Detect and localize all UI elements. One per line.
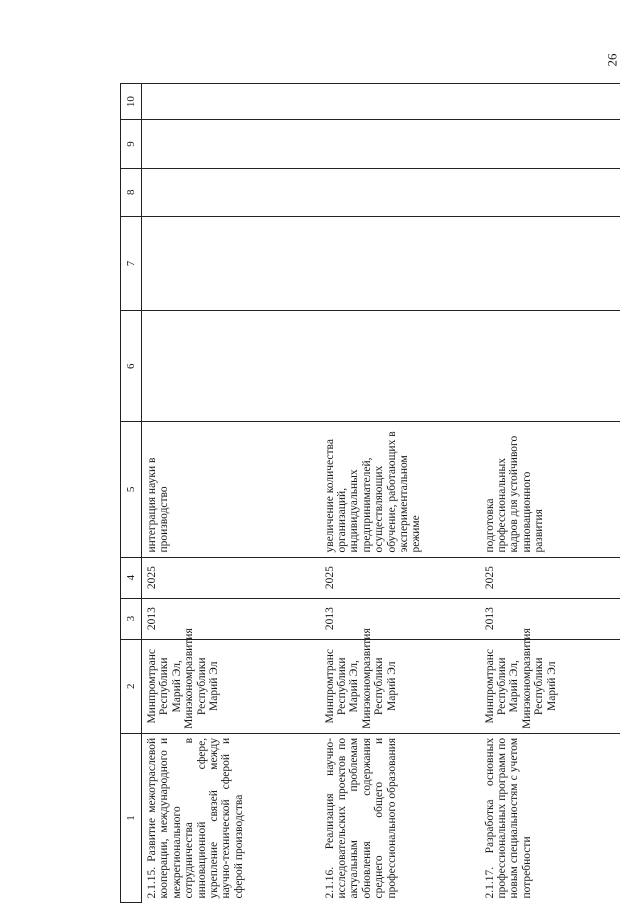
- header-col-9: 9: [121, 120, 142, 168]
- measure-cell: 2.1.16. Реализация научно-исследовательских проектов по актуальным проблемам обновления содержания среднего общего и профессионального образования: [320, 733, 480, 902]
- header-col-7: 7: [121, 216, 142, 310]
- empty-cell: [320, 311, 480, 422]
- empty-cell: [320, 120, 480, 168]
- end-year-cell: 2025: [142, 557, 320, 598]
- empty-cell: [142, 311, 320, 422]
- result-cell: увеличение количества организаций, индивидуальных предпринимателей, осуществляющих обучение, работающих в экспериментальном режиме: [320, 422, 480, 557]
- header-col-10: 10: [121, 84, 142, 120]
- result-cell: интеграция науки в производство: [142, 422, 320, 557]
- empty-cell: [480, 168, 620, 216]
- start-year-cell: 2013: [320, 598, 480, 639]
- executor-cell: Минпромтранс Республики Марий Эл, Минэкономразвития Республики Марий Эл: [142, 639, 320, 733]
- header-col-4: 4: [121, 557, 142, 598]
- program-table: [120, 83, 620, 903]
- executor-cell: Минпромтранс Республики Марий Эл, Минэкономразвития Республики Марий Эл: [320, 639, 480, 733]
- header-col-1: 1: [121, 733, 142, 902]
- header-col-5: 5: [121, 422, 142, 557]
- empty-cell: [480, 311, 620, 422]
- end-year-cell: 2025: [480, 557, 620, 598]
- start-year-cell: 2013: [142, 598, 320, 639]
- start-year-cell: 2013: [480, 598, 620, 639]
- table-row: [142, 84, 320, 903]
- header-col-2: 2: [121, 639, 142, 733]
- empty-cell: [480, 84, 620, 120]
- empty-cell: [320, 216, 480, 310]
- result-cell: подготовка профессиональных кадров для устойчивого инновационного развития: [480, 422, 620, 557]
- empty-cell: [480, 120, 620, 168]
- empty-cell: [142, 84, 320, 120]
- empty-cell: [480, 216, 620, 310]
- empty-cell: [320, 168, 480, 216]
- table-row: [480, 84, 620, 903]
- header-col-8: 8: [121, 168, 142, 216]
- empty-cell: [142, 120, 320, 168]
- empty-cell: [142, 216, 320, 310]
- end-year-cell: 2025: [320, 557, 480, 598]
- empty-cell: [142, 168, 320, 216]
- rotated-table-sheet: [120, 83, 639, 903]
- measure-cell: 2.1.15. Развитие межотраслевой кооперации, международного и межрегионального сотрудничества в инновационной сфере, укрепление связей между научно-технической сферой и сферой производства: [142, 733, 320, 902]
- header-col-6: 6: [121, 311, 142, 422]
- header-row: [121, 84, 142, 903]
- empty-cell: [320, 84, 480, 120]
- executor-cell: Минпромтранс Республики Марий Эл, Минэкономразвития Республики Марий Эл: [480, 639, 620, 733]
- page-number: 26: [604, 53, 620, 67]
- measure-cell: 2.1.17. Разработка основных профессиональных программ по новым специальностям с учетом потребности: [480, 733, 620, 902]
- header-col-3: 3: [121, 598, 142, 639]
- table-row: [320, 84, 480, 903]
